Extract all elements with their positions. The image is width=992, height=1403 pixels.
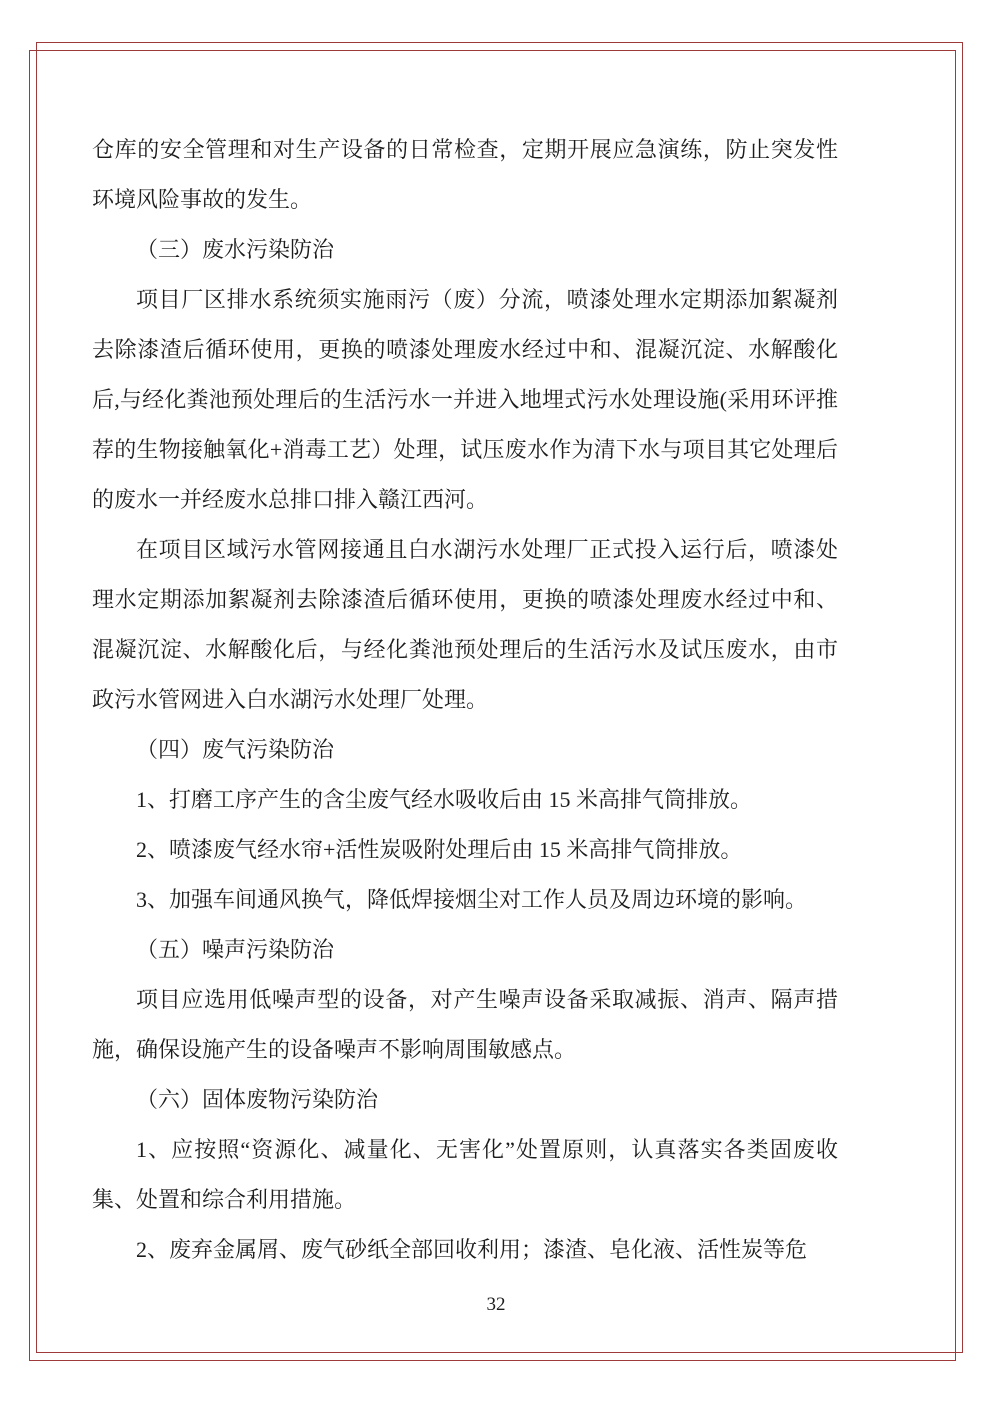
page-number: 32	[486, 1294, 506, 1315]
list-item: 2、废弃金属屑、废气砂纸全部回收利用；漆渣、皂化液、活性炭等危	[136, 1237, 808, 1262]
list-item: 1、应按照“资源化、减量化、无害化”处置原则，认真落实各类固废收集、处置和综合利用措施。	[92, 1137, 838, 1212]
paragraph: 在项目区域污水管网接通且白水湖污水处理厂正式投入运行后，喷漆处理水定期添加絮凝剂去除漆渣后循环使用，更换的喷漆处理废水经过中和、混凝沉淀、水解酸化后，与经化粪池预处理后的生活污水及试压废水，由市政污水管网进入白水湖污水处理厂处理。	[92, 537, 838, 712]
document-body	[92, 125, 838, 1275]
paragraph: 仓库的安全管理和对生产设备的日常检查，定期开展应急演练，防止突发性环境风险事故的发生。	[92, 137, 838, 212]
paragraph: 项目应选用低噪声型的设备，对产生噪声设备采取减振、消声、隔声措施，确保设施产生的设备噪声不影响周围敏感点。	[92, 987, 838, 1062]
section-heading: （三）废水污染防治	[136, 237, 335, 262]
list-item: 2、喷漆废气经水帘+活性炭吸附处理后由 15 米高排气筒排放。	[136, 837, 743, 862]
list-item: 3、加强车间通风换气，降低焊接烟尘对工作人员及周边环境的影响。	[136, 887, 808, 912]
section-heading: （六）固体废物污染防治	[136, 1087, 379, 1112]
paragraph: 项目厂区排水系统须实施雨污（废）分流，喷漆处理水定期添加絮凝剂去除漆渣后循环使用，更换的喷漆处理废水经过中和、混凝沉淀、水解酸化后,与经化粪池预处理后的生活污水一并进入地埋式污水处理设施(采用环评推荐的生物接触氧化+消毒工艺）处理，试压废水作为清下水与项目其它处理后的废水一并经废水总排口排入赣江西河。	[92, 287, 838, 512]
list-item: 1、打磨工序产生的含尘废气经水吸收后由 15 米高排气筒排放。	[136, 787, 753, 812]
section-heading: （四）废气污染防治	[136, 737, 335, 762]
section-heading: （五）噪声污染防治	[136, 937, 335, 962]
